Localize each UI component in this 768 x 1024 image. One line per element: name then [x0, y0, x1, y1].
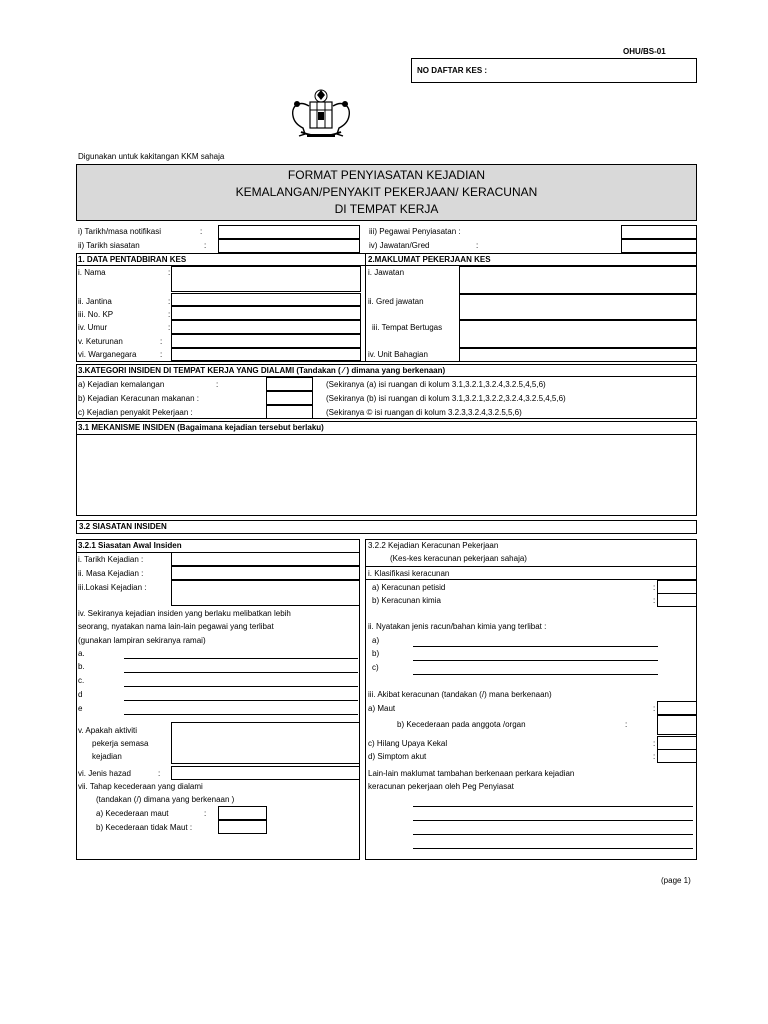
colon: :: [653, 596, 656, 605]
title-line-2: KEMALANGAN/PENYAKIT PEKERJAAN/ KERACUNAN: [235, 185, 538, 199]
colon: :: [653, 704, 656, 713]
tarikh-masa-notifikasi-input[interactable]: [218, 225, 360, 239]
colon: :: [653, 739, 656, 748]
keracunan-makanan-checkbox[interactable]: [266, 391, 313, 405]
racun-b: b): [372, 649, 380, 658]
colon: :: [476, 241, 479, 250]
iv-line-1: iv. Sekiranya kejadian insiden yang berlaku melibatkan lebih: [78, 609, 291, 618]
kejadian-kemalangan-note: (Sekiranya (a) isi ruangan di kolum 3.1,3.2.1,3.2.4,3.2.5,4,5,6): [326, 380, 546, 389]
kecederaan-anggota-label: b) Kecederaan pada anggota /organ: [397, 720, 526, 729]
name-line-c[interactable]: [124, 686, 358, 687]
no-kp-label: iii. No. KP: [78, 310, 114, 319]
racun-line-b[interactable]: [413, 660, 658, 661]
colon: :: [204, 241, 207, 250]
colon: :: [653, 752, 656, 761]
kecederaan-tidak-maut-label: b) Kecederaan tidak Maut :: [96, 823, 193, 832]
section-3-2-2-subheader: (Kes-kes keracunan pekerjaan sahaja): [390, 554, 527, 563]
title-line-1: FORMAT PENYIASATAN KEJADIAN: [287, 168, 486, 182]
aktiviti-input[interactable]: [171, 722, 360, 764]
no-daftar-kes-label: NO DAFTAR KES :: [417, 66, 488, 75]
nama-label: i. Nama: [78, 268, 106, 277]
keracunan-kimia-checkbox[interactable]: [657, 593, 697, 607]
jantina-label: ii. Jantina: [78, 297, 112, 306]
keracunan-kimia-label: b) Keracunan kimia: [372, 596, 441, 605]
tahap-kecederaan-note: (tandakan (/) dimana yang berkenaan ): [96, 795, 235, 804]
masa-kejadian-input[interactable]: [171, 566, 360, 580]
penyakit-pekerjaan-checkbox[interactable]: [266, 405, 313, 419]
simptom-akut-checkbox[interactable]: [657, 749, 697, 763]
kecederaan-tidak-maut-checkbox[interactable]: [218, 820, 267, 834]
gred-jawatan-input[interactable]: [459, 294, 697, 320]
keracunan-petisid-label: a) Keracunan petisid: [372, 583, 446, 592]
colon: :: [204, 809, 207, 818]
row-divider: [365, 579, 697, 580]
title-box: [76, 164, 697, 221]
kecederaan-anggota-checkbox[interactable]: [657, 715, 697, 735]
racun-a: a): [372, 636, 380, 645]
column-divider: [365, 253, 366, 362]
name-line-e[interactable]: [124, 714, 358, 715]
title-line-3: DI TEMPAT KERJA: [334, 202, 439, 216]
akibat-maut-label: a) Maut: [368, 704, 396, 713]
pegawai-penyiasatan-label: iii) Pegawai Penyiasatan :: [369, 227, 461, 236]
jenis-hazad-label: vi. Jenis hazad: [78, 769, 131, 778]
warganegara-label: vi. Warganegara: [78, 350, 137, 359]
header-divider: [76, 376, 697, 377]
umur-label: iv. Umur: [78, 323, 108, 332]
colon: :: [168, 310, 171, 319]
iv-line-2: seorang, nyatakan nama lain-lain pegawai yang terlibat: [78, 622, 274, 631]
penyakit-pekerjaan-note: (Sekiranya © isi ruangan di kolum 3.2.3,3.2.4,3.2.5,5,6): [326, 408, 522, 417]
racun-c: c): [372, 663, 379, 672]
letter-e: e: [78, 704, 83, 713]
no-kp-input[interactable]: [171, 306, 361, 320]
akibat-keracunan-label: iii. Akibat keracunan (tandakan (/) mana berkenaan): [368, 690, 552, 699]
section-3-2-1-header: 3.2.1 Siasatan Awal Insiden: [78, 541, 182, 550]
keracunan-makanan-label: b) Kejadian Keracunan makanan :: [78, 394, 199, 403]
section-3-2-2-header: 3.2.2 Kejadian Keracunan Pekerjaan: [368, 541, 499, 550]
colon: :: [160, 350, 163, 359]
maklumat-line-3[interactable]: [413, 834, 693, 835]
tempat-bertugas-label: iii. Tempat Bertugas: [372, 323, 443, 332]
letter-b: b.: [78, 662, 85, 671]
section-3-header: 3.KATEGORI INSIDEN DI TEMPAT KERJA YANG DIALAMI (Tandakan ( ⁄ ) dimana yang berkenaan): [78, 366, 446, 375]
aktiviti-label-2: pekerja semasa: [92, 739, 149, 748]
colon: :: [168, 323, 171, 332]
jawatan-gred-input[interactable]: [621, 239, 697, 253]
name-line-b[interactable]: [124, 672, 358, 673]
section-3-2-header: 3.2 SIASATAN INSIDEN: [79, 522, 167, 531]
aktiviti-label-1: v. Apakah aktiviti: [78, 726, 137, 735]
letter-c: c.: [78, 676, 85, 685]
hilang-upaya-label: c) Hilang Upaya Kekal: [368, 739, 448, 748]
colon: :: [168, 268, 171, 277]
racun-line-c[interactable]: [413, 674, 658, 675]
mekanisme-insiden-textarea[interactable]: [78, 436, 695, 514]
keracunan-makanan-note: (Sekiranya (b) isi ruangan di kolum 3.1,3.2.1,3.2.2,3.2.4,3.2.5,4,5,6): [326, 394, 566, 403]
header-divider: [365, 566, 697, 567]
letter-a: a.: [78, 649, 85, 658]
jawatan-input[interactable]: [459, 266, 697, 294]
keturunan-input[interactable]: [171, 334, 361, 348]
colon: :: [168, 297, 171, 306]
no-daftar-kes-box[interactable]: [411, 58, 697, 83]
maklumat-line-1[interactable]: [413, 806, 693, 807]
jantina-input[interactable]: [171, 293, 361, 306]
tarikh-kejadian-input[interactable]: [171, 552, 360, 566]
malaysia-coat-of-arms-icon: [281, 86, 361, 144]
colon: :: [160, 337, 163, 346]
tarikh-siasatan-input[interactable]: [218, 239, 360, 253]
section-1-header: 1. DATA PENTADBIRAN KES: [78, 255, 187, 264]
colon: :: [158, 769, 161, 778]
lokasi-kejadian-label: iii.Lokasi Kejadian :: [78, 583, 147, 592]
hilang-upaya-checkbox[interactable]: [657, 736, 697, 750]
lain-lain-label-2: keracunan pekerjaan oleh Peg Penyiasat: [368, 782, 514, 791]
nama-input[interactable]: [171, 266, 361, 292]
kecederaan-maut-checkbox[interactable]: [218, 806, 267, 820]
keturunan-label: v. Keturunan: [78, 337, 123, 346]
colon: :: [216, 380, 219, 389]
kejadian-kemalangan-label: a) Kejadian kemalangan: [78, 380, 165, 389]
name-line-d[interactable]: [124, 700, 358, 701]
colon: :: [653, 583, 656, 592]
tarikh-masa-notifikasi-label: i) Tarikh/masa notifikasi: [78, 227, 161, 236]
name-line-a[interactable]: [124, 658, 358, 659]
penyakit-pekerjaan-label: c) Kejadian penyakit Pekerjaan :: [78, 408, 193, 417]
maklumat-line-4[interactable]: [413, 848, 693, 849]
kecederaan-maut-label: a) Kecederaan maut: [96, 809, 169, 818]
keracunan-petisid-checkbox[interactable]: [657, 580, 697, 594]
unit-bahagian-label: iv. Unit Bahagian: [368, 350, 428, 359]
kejadian-kemalangan-checkbox[interactable]: [266, 377, 313, 391]
section-3-1-header: 3.1 MEKANISME INSIDEN (Bagaimana kejadian tersebut berlaku): [78, 423, 324, 432]
pegawai-penyiasatan-input[interactable]: [621, 225, 697, 239]
lokasi-kejadian-input[interactable]: [171, 580, 360, 606]
lain-lain-label-1: Lain-lain maklumat tambahan berkenaan perkara kejadian: [368, 769, 575, 778]
iv-line-3: (gunakan lampiran sekiranya ramai): [78, 636, 206, 645]
section-2-header: 2.MAKLUMAT PEKERJAAN KES: [368, 255, 491, 264]
jenis-hazad-input[interactable]: [171, 766, 360, 780]
usage-note: Digunakan untuk kakitangan KKM sahaja: [78, 152, 225, 161]
tarikh-siasatan-label: ii) Tarikh siasatan: [78, 241, 140, 250]
tahap-kecederaan-label: vii. Tahap kecederaan yang dialami: [78, 782, 203, 791]
unit-bahagian-input[interactable]: [459, 348, 697, 362]
letter-d: d: [78, 690, 83, 699]
header-divider: [76, 434, 697, 435]
tempat-bertugas-input[interactable]: [459, 320, 697, 348]
gred-jawatan-label: ii. Gred jawatan: [368, 297, 424, 306]
colon: :: [625, 720, 628, 729]
document-code: OHU/BS-01: [623, 47, 666, 56]
maklumat-line-2[interactable]: [413, 820, 693, 821]
masa-kejadian-label: ii. Masa Kejadian :: [78, 569, 144, 578]
nyatakan-racun-label: ii. Nyatakan jenis racun/bahan kimia yang terlibat :: [368, 622, 547, 631]
warganegara-input[interactable]: [171, 348, 361, 361]
aktiviti-label-3: kejadian: [92, 752, 122, 761]
klasifikasi-label: i. Klasifikasi keracunan: [368, 569, 450, 578]
colon: :: [200, 227, 203, 236]
jawatan-gred-label: iv) Jawatan/Gred: [369, 241, 430, 250]
umur-input[interactable]: [171, 320, 361, 334]
simptom-akut-label: d) Simptom akut: [368, 752, 427, 761]
akibat-maut-checkbox[interactable]: [657, 701, 697, 715]
section-3-2-header-box: [76, 520, 697, 534]
tarikh-kejadian-label: i. Tarikh Kejadian :: [78, 555, 144, 564]
racun-line-a[interactable]: [413, 646, 658, 647]
page-number: (page 1): [661, 876, 691, 885]
jawatan-label: i. Jawatan: [368, 268, 405, 277]
